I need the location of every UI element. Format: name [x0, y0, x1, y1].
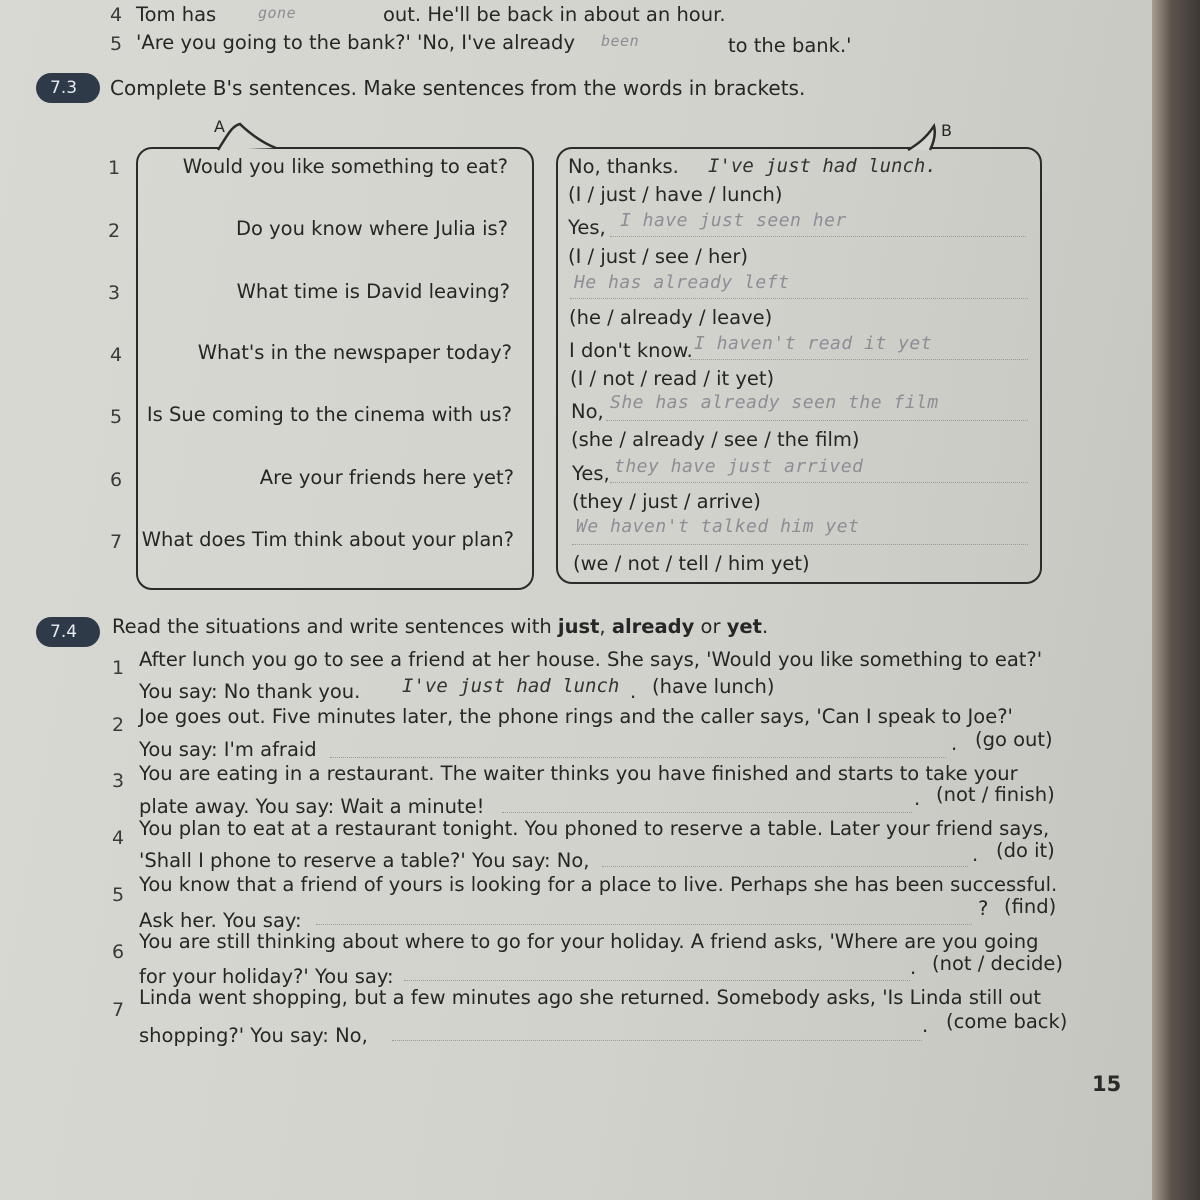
- exercise-instruction: Read the situations and write sentences with just, already or yet.: [112, 615, 769, 638]
- word-hint: (I / not / read / it yet): [570, 367, 775, 390]
- item-number: 5: [110, 33, 123, 55]
- handwritten-answer: She has already seen the film: [610, 392, 939, 413]
- table-surface: [1152, 0, 1200, 1200]
- item-number: 6: [110, 469, 123, 491]
- speech-box-a: [136, 147, 534, 590]
- question-a: Would you like something to eat?: [182, 155, 508, 178]
- item-number: 7: [112, 999, 125, 1021]
- handwritten-answer: I've just had lunch: [402, 675, 620, 697]
- item-number: 7: [110, 531, 123, 553]
- item-number: 5: [110, 406, 123, 428]
- word-hint: (not / decide): [932, 952, 1064, 975]
- item-number: 5: [112, 884, 125, 906]
- handwritten-answer: been: [601, 32, 640, 50]
- handwritten-answer: I have just seen her: [620, 210, 847, 231]
- handwritten-answer: I've just had lunch.: [708, 155, 937, 177]
- word-hint: (not / finish): [936, 783, 1055, 806]
- prompt-text: for your holiday?' You say:: [139, 965, 394, 988]
- word-hint: (we / not / tell / him yet): [573, 552, 810, 575]
- item-number: 6: [112, 941, 125, 963]
- prompt-text: Ask her. You say:: [139, 909, 302, 932]
- situation-text: You plan to eat at a restaurant tonight. You phoned to reserve a table. Later your friend says,: [139, 817, 1050, 840]
- situation-text: Joe goes out. Five minutes later, the phone rings and the caller says, 'Can I speak to Joe?': [139, 705, 1013, 728]
- word-hint: (come back): [946, 1010, 1068, 1033]
- end-mark: .: [910, 956, 917, 979]
- sentence-text: out. He'll be back in about an hour.: [383, 3, 726, 26]
- word-hint: (he / already / leave): [569, 306, 773, 329]
- item-number: 4: [110, 344, 123, 366]
- situation-text: Linda went shopping, but a few minutes ago she returned. Somebody asks, 'Is Linda still out: [139, 986, 1042, 1009]
- sentence-text: to the bank.': [728, 34, 852, 57]
- item-number: 3: [108, 282, 121, 304]
- question-a: Are your friends here yet?: [259, 466, 514, 489]
- end-mark: .: [914, 787, 921, 810]
- end-mark: .: [972, 843, 979, 866]
- situation-text: You know that a friend of yours is looking for a place to live. Perhaps she has been successful.: [139, 873, 1058, 896]
- word-hint: (have lunch): [652, 675, 775, 698]
- response-prefix: No, thanks.: [568, 155, 679, 178]
- handwritten-answer: We haven't talked him yet: [576, 516, 860, 537]
- prompt-text: plate away. You say: Wait a minute!: [139, 795, 485, 818]
- handwritten-answer: they have just arrived: [614, 456, 864, 477]
- question-a: What's in the newspaper today?: [197, 341, 512, 364]
- situation-text: After lunch you go to see a friend at her house. She says, 'Would you like something to eat?': [139, 648, 1043, 671]
- response-prefix: I don't know.: [569, 339, 693, 362]
- item-number: 1: [112, 657, 125, 679]
- question-a: What time is David leaving?: [236, 280, 510, 303]
- word-hint: (find): [1004, 895, 1057, 918]
- speaker-label-b: B: [941, 121, 952, 140]
- question-a: What does Tim think about your plan?: [141, 528, 514, 551]
- response-prefix: Yes,: [572, 462, 610, 485]
- item-number: 4: [110, 4, 123, 26]
- end-mark: ?: [978, 897, 989, 920]
- word-hint: (she / already / see / the film): [571, 428, 860, 451]
- speaker-label-a: A: [214, 117, 225, 136]
- sentence-text: Tom has: [136, 3, 217, 26]
- exercise-instruction: Complete B's sentences. Make sentences from the words in brackets.: [110, 76, 806, 100]
- item-number: 3: [112, 770, 125, 792]
- exercise-badge: 7.4: [36, 617, 100, 647]
- question-a: Is Sue coming to the cinema with us?: [146, 403, 512, 426]
- word-hint: (I / just / have / lunch): [568, 183, 783, 206]
- handwritten-answer: gone: [258, 4, 297, 22]
- exercise-badge: 7.3: [36, 73, 100, 103]
- page-number: 15: [1092, 1072, 1122, 1096]
- sentence-text: 'Are you going to the bank?' 'No, I've already: [136, 31, 575, 54]
- item-number: 1: [108, 157, 121, 179]
- item-number: 2: [108, 220, 121, 242]
- question-a: Do you know where Julia is?: [235, 217, 508, 240]
- item-number: 4: [112, 827, 125, 849]
- word-hint: (I / just / see / her): [568, 245, 748, 268]
- response-prefix: No,: [571, 400, 604, 423]
- prompt-text: You say: No thank you.: [139, 680, 361, 703]
- response-prefix: Yes,: [568, 216, 606, 239]
- word-hint: (do it): [996, 839, 1055, 862]
- end-mark: .: [951, 732, 958, 755]
- end-mark: .: [922, 1014, 929, 1037]
- item-number: 2: [112, 714, 125, 736]
- prompt-text: shopping?' You say: No,: [139, 1024, 368, 1047]
- prompt-text: 'Shall I phone to reserve a table?' You say: No,: [139, 849, 590, 872]
- end-mark: .: [630, 680, 637, 703]
- prompt-text: You say: I'm afraid: [139, 738, 317, 761]
- situation-text: You are eating in a restaurant. The waiter thinks you have finished and starts to take your: [139, 762, 1018, 785]
- handwritten-answer: He has already left: [574, 272, 790, 293]
- handwritten-answer: I haven't read it yet: [694, 333, 933, 354]
- situation-text: You are still thinking about where to go for your holiday. A friend asks, 'Where are you going: [139, 930, 1039, 953]
- word-hint: (go out): [975, 728, 1053, 751]
- word-hint: (they / just / arrive): [572, 490, 761, 513]
